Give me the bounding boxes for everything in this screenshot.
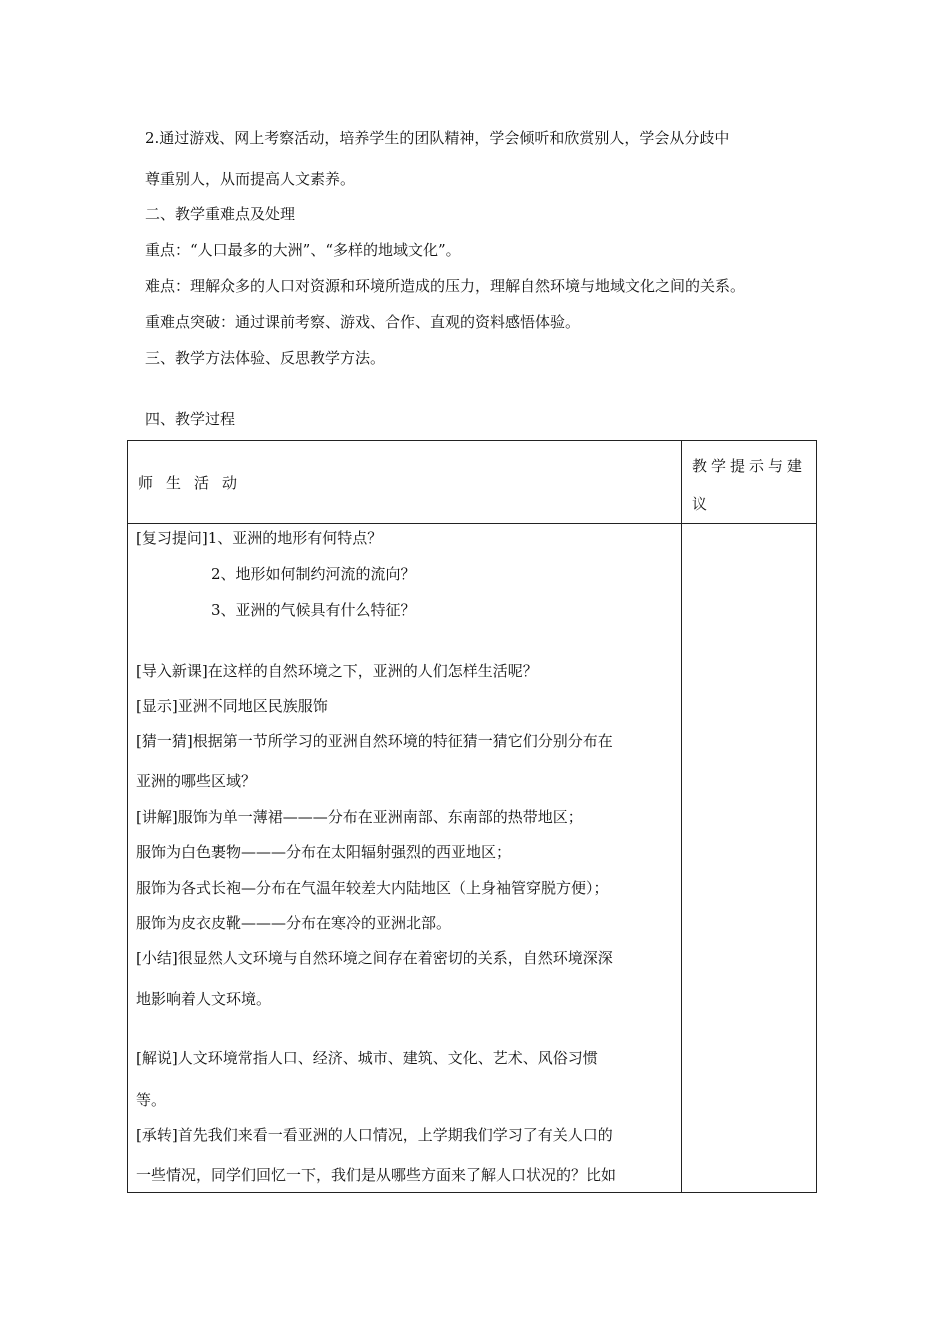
explanation-line-1: [讲解]服饰为单一薄裙———分布在亚洲南部、东南部的热带地区； (136, 808, 583, 826)
explanation-line-4: 服饰为皮衣皮靴———分布在寒冷的亚洲北部。 (136, 914, 452, 932)
header-activities: 师生活动 (138, 473, 251, 492)
tips-cell (682, 524, 817, 1193)
section-heading-process: 四、教学过程 (145, 410, 236, 428)
explanation-line-3: 服饰为各式长袍—分布在气温年较差大内陆地区（上身袖管穿脱方便）； (136, 879, 609, 897)
header-tips: 教学提示与建议 (692, 457, 807, 513)
commentary-line-1: [解说]人文环境常指人口、经济、城市、建筑、文化、艺术、风俗习惯 (136, 1049, 598, 1067)
section-heading-key-points: 二、教学重难点及处理 (145, 205, 296, 223)
teaching-process-table (127, 440, 817, 1193)
transition-line-1: [承转]首先我们来看一看亚洲的人口情况，上学期我们学习了有关人口的 (136, 1126, 613, 1144)
commentary-line-2: 等。 (136, 1091, 167, 1109)
explanation-line-2: 服饰为白色裹物———分布在太阳辐射强烈的西亚地区； (136, 843, 512, 861)
objective-paragraph-line-1: 2.通过游戏、网上考察活动，培养学生的团队精神，学会倾听和欣赏别人，学会从分歧中 (145, 129, 730, 147)
objective-paragraph-line-2: 尊重别人，从而提高人文素养。 (145, 170, 356, 188)
review-question-1: [复习提问]1、亚洲的地形有何特点？ (136, 529, 383, 547)
difficulty-text: 难点：理解众多的人口对资源和环境所造成的压力，理解自然环境与地域文化之间的关系。 (145, 277, 746, 295)
header-tips-cell (682, 441, 817, 524)
activities-cell (128, 524, 682, 1193)
breakthrough-text: 重难点突破：通过课前考察、游戏、合作、直观的资料感悟体验。 (145, 313, 581, 331)
review-question-3: 3、亚洲的气候具有什么特征？ (211, 601, 416, 619)
display-note: [显示]亚洲不同地区民族服饰 (136, 697, 328, 715)
review-question-2: 2、地形如何制约河流的流向？ (211, 565, 416, 583)
summary-line-2: 地影响着人文环境。 (136, 990, 272, 1008)
guess-activity-line-1: [猜一猜]根据第一节所学习的亚洲自然环境的特征猜一猜它们分别分布在 (136, 732, 613, 750)
guess-activity-line-2: 亚洲的哪些区域？ (136, 772, 257, 790)
key-point-text: 重点：“人口最多的大洲”、“多样的地域文化”。 (145, 241, 461, 259)
section-heading-methods: 三、教学方法体验、反思教学方法。 (145, 349, 386, 367)
header-activities-cell (128, 441, 682, 524)
transition-line-2: 一些情况，同学们回忆一下，我们是从哪些方面来了解人口状况的？比如 (136, 1166, 617, 1184)
summary-line-1: [小结]很显然人文环境与自然环境之间存在着密切的关系，自然环境深深 (136, 949, 613, 967)
lesson-intro: [导入新课]在这样的自然环境之下，亚洲的人们怎样生活呢？ (136, 662, 538, 680)
